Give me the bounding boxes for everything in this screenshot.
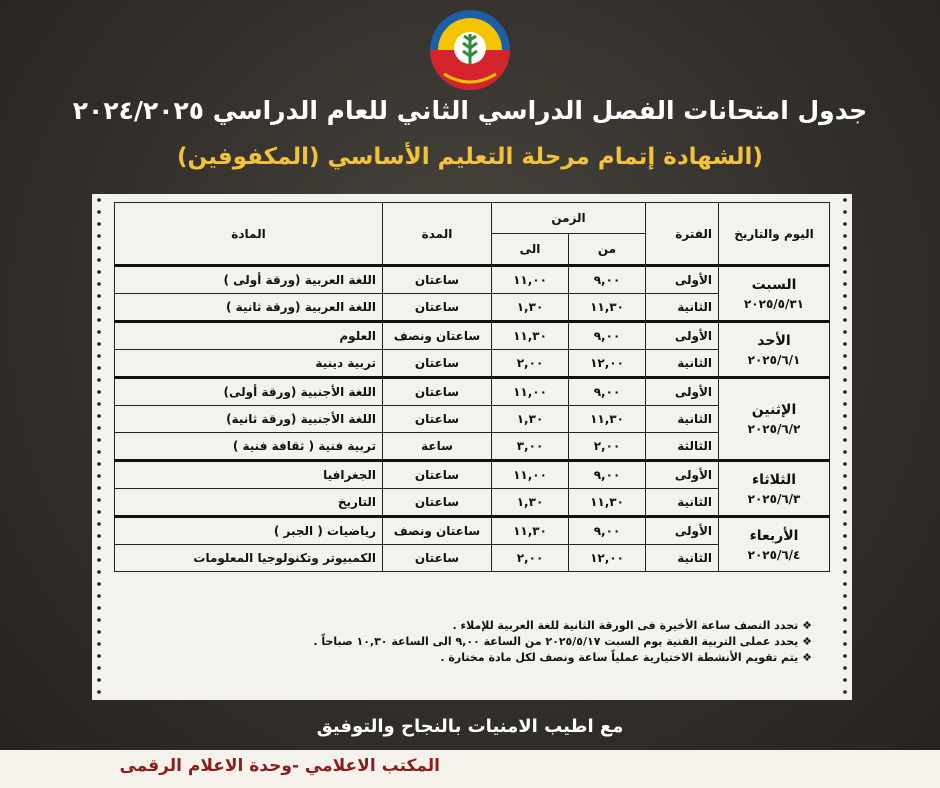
table-row bbox=[115, 266, 830, 294]
period-cell: الأولى bbox=[646, 378, 719, 406]
to-cell: ١١,٠٠ bbox=[492, 461, 569, 489]
day-date: ٢٠٢٥/٦/٤ bbox=[747, 547, 801, 562]
from-cell: ١١,٣٠ bbox=[569, 294, 646, 322]
schedule-document bbox=[92, 194, 852, 700]
media-office-credit: المكتب الاعلامي -وحدة الاعلام الرقمى bbox=[119, 756, 440, 776]
header-subject: المادة bbox=[115, 203, 383, 266]
day-date: ٢٠٢٥/٦/١ bbox=[747, 352, 801, 367]
page-subtitle: (الشهادة إتمام مرحلة التعليم الأساسي (المكفوفين) bbox=[177, 144, 763, 170]
to-cell: ١١,٠٠ bbox=[492, 378, 569, 406]
day-date: ٢٠٢٥/٥/٣١ bbox=[743, 296, 805, 311]
from-cell: ٩,٠٠ bbox=[569, 378, 646, 406]
to-cell: ١١,٠٠ bbox=[492, 266, 569, 294]
subject-cell: اللغة العربية (ورقة ثانية ) bbox=[115, 294, 383, 322]
exam-schedule-table bbox=[114, 202, 830, 572]
footer-band bbox=[0, 750, 940, 788]
to-cell: ١١,٣٠ bbox=[492, 322, 569, 350]
punch-holes-right bbox=[840, 194, 850, 700]
duration-cell: ساعتان bbox=[383, 489, 492, 517]
subject-cell: اللغة الأجنبية (ورقة ثانية) bbox=[115, 406, 383, 433]
period-cell: الثانية bbox=[646, 350, 719, 378]
from-cell: ٩,٠٠ bbox=[569, 322, 646, 350]
header-period: الفترة bbox=[646, 203, 719, 266]
to-cell: ١,٣٠ bbox=[492, 406, 569, 433]
to-cell: ٢,٠٠ bbox=[492, 545, 569, 572]
duration-cell: ساعتان bbox=[383, 350, 492, 378]
day-cell bbox=[719, 378, 830, 461]
table-row bbox=[115, 322, 830, 350]
from-cell: ٩,٠٠ bbox=[569, 461, 646, 489]
day-name: الأحد bbox=[757, 332, 791, 349]
day-name: الأربعاء bbox=[749, 527, 799, 544]
duration-cell: ساعتان bbox=[383, 406, 492, 433]
day-cell bbox=[719, 322, 830, 378]
duration-cell: ساعتان bbox=[383, 461, 492, 489]
note-item: ❖ تحدد النصف ساعة الأخيرة فى الورقة الثانية للغة العربية للإملاء . bbox=[452, 619, 812, 632]
subject-cell: تربية دينية bbox=[115, 350, 383, 378]
header-from: من bbox=[569, 234, 646, 266]
from-cell: ١٢,٠٠ bbox=[569, 545, 646, 572]
duration-cell: ساعتان bbox=[383, 294, 492, 322]
period-cell: الثانية bbox=[646, 545, 719, 572]
day-name: الثلاثاء bbox=[751, 471, 797, 488]
period-cell: الثالثة bbox=[646, 433, 719, 461]
duration-cell: ساعتان bbox=[383, 266, 492, 294]
to-cell: ١١,٣٠ bbox=[492, 517, 569, 545]
day-name: الإثنين bbox=[751, 402, 797, 418]
period-cell: الأولى bbox=[646, 266, 719, 294]
subject-cell: التاريخ bbox=[115, 489, 383, 517]
to-cell: ١,٣٠ bbox=[492, 489, 569, 517]
page-title: جدول امتحانات الفصل الدراسي الثاني للعام الدراسي ٢٠٢٤/٢٠٢٥ bbox=[72, 96, 868, 125]
from-cell: ١١,٣٠ bbox=[569, 489, 646, 517]
to-cell: ٢,٠٠ bbox=[492, 350, 569, 378]
note-item: ❖ يتم تقويم الأنشطة الاختيارية عملياً ساعة ونصف لكل مادة مختارة . bbox=[440, 651, 812, 664]
header-time: الزمن bbox=[492, 203, 646, 234]
duration-cell: ساعة bbox=[383, 433, 492, 461]
day-cell bbox=[719, 517, 830, 572]
period-cell: الأولى bbox=[646, 322, 719, 350]
subject-cell: العلوم bbox=[115, 322, 383, 350]
table-row bbox=[115, 517, 830, 545]
duration-cell: ساعتان bbox=[383, 545, 492, 572]
table-row bbox=[115, 378, 830, 406]
to-cell: ١,٣٠ bbox=[492, 294, 569, 322]
from-cell: ٢,٠٠ bbox=[569, 433, 646, 461]
notes-list bbox=[112, 618, 812, 666]
punch-holes-left bbox=[94, 194, 104, 700]
day-name: السبت bbox=[751, 276, 797, 293]
period-cell: الثانية bbox=[646, 406, 719, 433]
governorate-logo bbox=[422, 4, 518, 96]
subject-cell: اللغة الأجنبية (ورقة أولى) bbox=[115, 378, 383, 406]
to-cell: ٣,٠٠ bbox=[492, 433, 569, 461]
wishes-text: مع اطيب الامنيات بالنجاح والتوفيق bbox=[316, 716, 624, 737]
period-cell: الأولى bbox=[646, 461, 719, 489]
duration-cell: ساعتان bbox=[383, 378, 492, 406]
duration-cell: ساعتان ونصف bbox=[383, 322, 492, 350]
day-cell bbox=[719, 461, 830, 517]
period-cell: الأولى bbox=[646, 517, 719, 545]
day-cell bbox=[719, 266, 830, 322]
subject-cell: الجغرافيا bbox=[115, 461, 383, 489]
from-cell: ١١,٣٠ bbox=[569, 406, 646, 433]
period-cell: الثانية bbox=[646, 489, 719, 517]
subject-cell: اللغة العربية (ورقة أولى ) bbox=[115, 266, 383, 294]
subject-cell: رياضيات ( الجبر ) bbox=[115, 517, 383, 545]
duration-cell: ساعتان ونصف bbox=[383, 517, 492, 545]
subject-cell: تربية فنية ( ثقافة فنية ) bbox=[115, 433, 383, 461]
day-date: ٢٠٢٥/٦/٢ bbox=[747, 422, 801, 436]
table-row bbox=[115, 461, 830, 489]
header-day: اليوم والتاريخ bbox=[719, 203, 830, 266]
header-duration: المدة bbox=[383, 203, 492, 266]
subject-cell: الكمبيوتر وتكنولوجيا المعلومات bbox=[115, 545, 383, 572]
day-date: ٢٠٢٥/٦/٣ bbox=[747, 491, 801, 506]
from-cell: ٩,٠٠ bbox=[569, 266, 646, 294]
from-cell: ١٢,٠٠ bbox=[569, 350, 646, 378]
note-item: ❖ يحدد عملى التربية الفنية يوم السبت ٢٠٢٥/٥/١٧ من الساعة ٩,٠٠ الى الساعة ١٠,٣٠ صباحاً . bbox=[313, 635, 812, 648]
header-to: الى bbox=[492, 234, 569, 266]
from-cell: ٩,٠٠ bbox=[569, 517, 646, 545]
period-cell: الثانية bbox=[646, 294, 719, 322]
